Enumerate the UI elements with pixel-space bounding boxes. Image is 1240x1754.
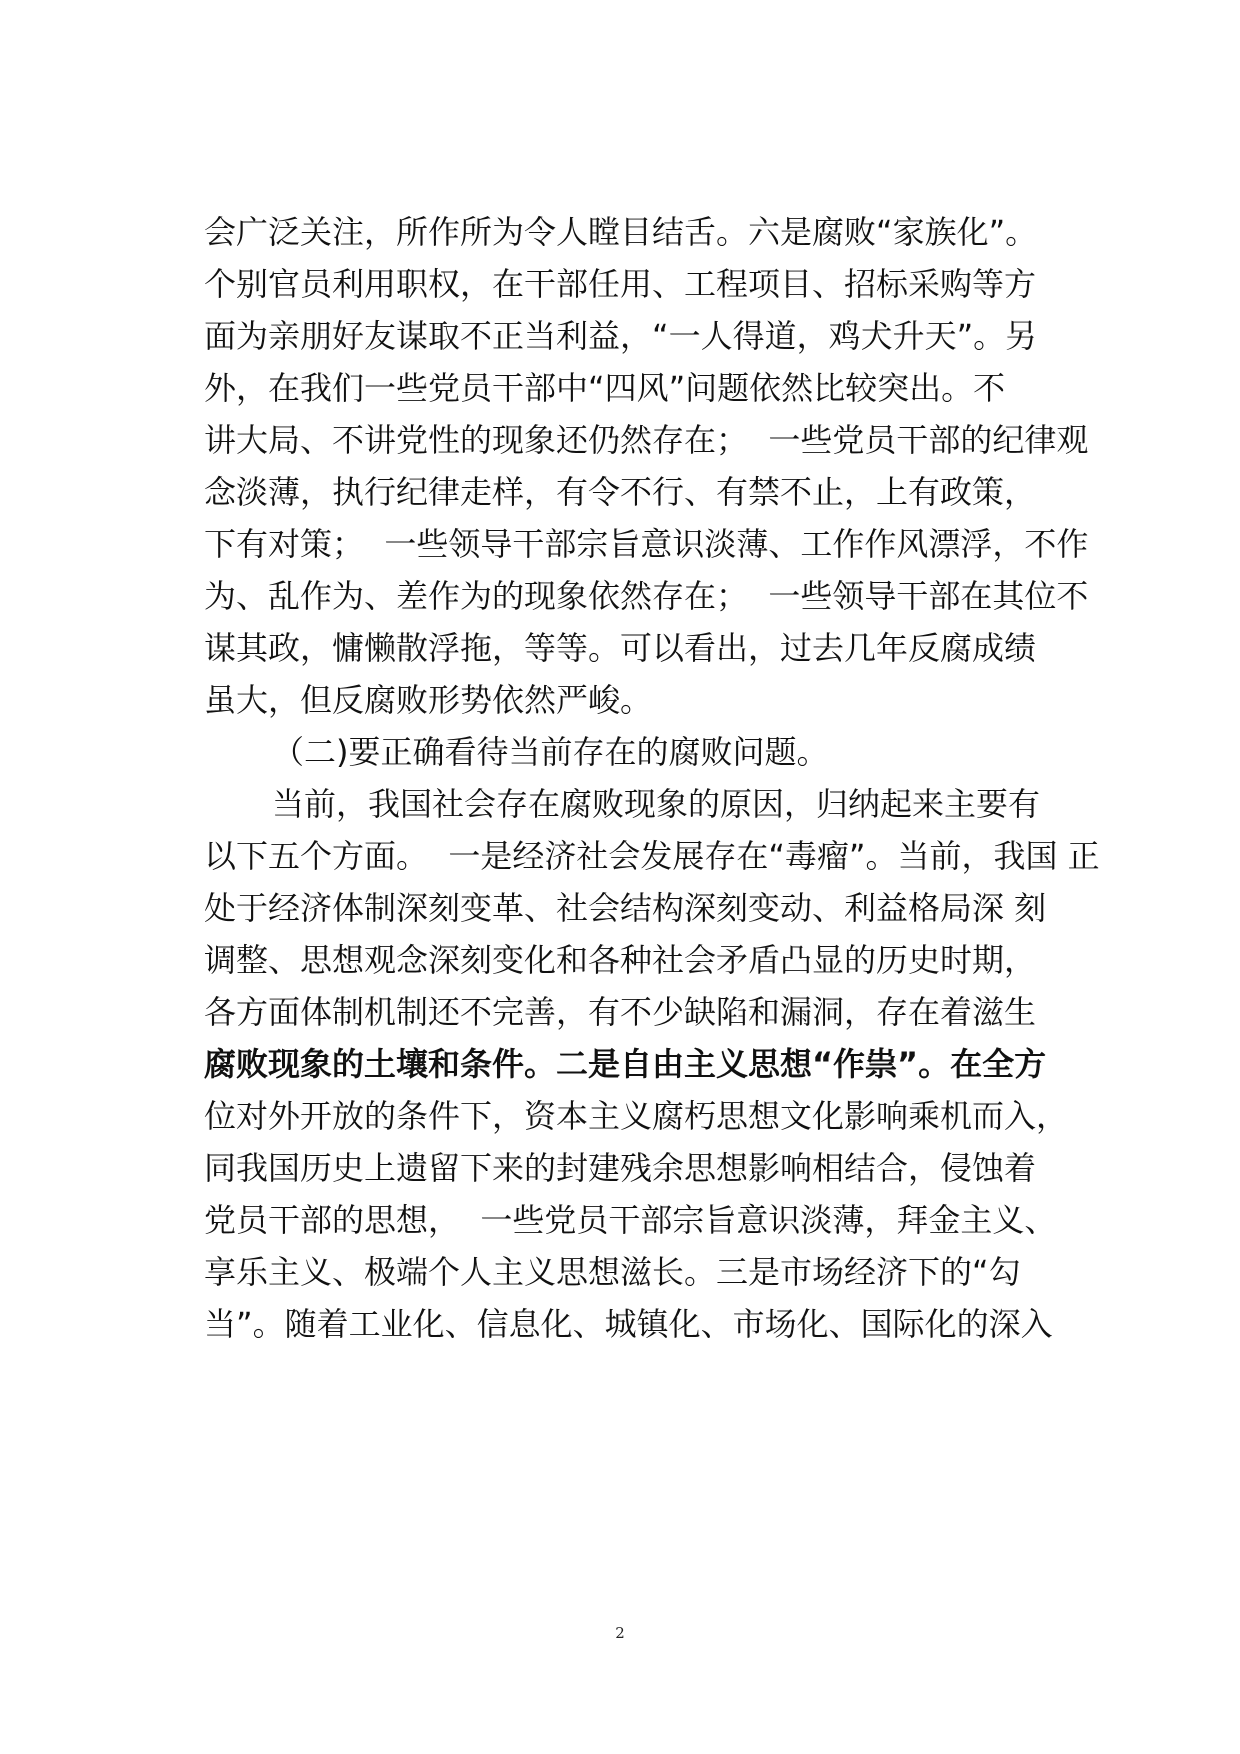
paragraph-line: 虽大，但反腐败形势依然严峻。 xyxy=(204,681,653,719)
section-heading: （二)要正确看待当前存在的腐败问题。 xyxy=(272,733,829,771)
paragraph-line: 当前，我国社会存在腐败现象的原因，归纳起来主要有 xyxy=(272,785,1041,823)
paragraph-line: 念淡薄，执行纪律走样，有令不行、有禁不止，上有政策， xyxy=(204,473,1037,511)
paragraph-line: 同我国历史上遗留下来的封建残余思想影响相结合，侵蚀着 xyxy=(204,1149,1037,1187)
paragraph-line: 讲大局、不讲党性的现象还仍然存在； 一些党员干部的纪律观 xyxy=(204,421,1089,459)
paragraph-line: 谋其政，慵懒散浮拖，等等。可以看出，过去几年反腐成绩 xyxy=(204,629,1037,667)
paragraph-line: 面为亲朋好友谋取不正当利益，“一人得道，鸡犬升天”。另 xyxy=(204,317,1038,355)
paragraph-line: 享乐主义、极端个人主义思想滋长。三是市场经济下的“勾 xyxy=(204,1253,1021,1291)
paragraph-line: 处于经济体制深刻变革、社会结构深刻变动、利益格局深 刻 xyxy=(204,889,1047,927)
paragraph-line: 当”。随着工业化、信息化、城镇化、市场化、国际化的深入 xyxy=(204,1305,1053,1343)
paragraph-line: 个别官员利用职权，在干部任用、工程项目、招标采购等方 xyxy=(204,265,1037,303)
paragraph-line: 调整、思想观念深刻变化和各种社会矛盾凸显的历史时期， xyxy=(204,941,1037,979)
paragraph-line: 各方面体制机制还不完善，有不少缺陷和漏洞，存在着滋生 xyxy=(204,993,1037,1031)
paragraph-line: 以下五个方面。 一是经济社会发展存在“毒瘤”。当前，我国 正 xyxy=(204,837,1100,875)
page-number: 2 xyxy=(615,1624,625,1642)
paragraph-line: 外，在我们一些党员干部中“四风”问题依然比较突出。不 xyxy=(204,369,1006,407)
paragraph-line: 位对外开放的条件下，资本主义腐朽思想文化影响乘机而入， xyxy=(204,1097,1069,1135)
paragraph-line: 下有对策； 一些领导干部宗旨意识淡薄、工作作风漂浮，不作 xyxy=(204,525,1089,563)
paragraph-line: 为、乱作为、差作为的现象依然存在； 一些领导干部在其位不 xyxy=(204,577,1089,615)
paragraph-line: 腐败现象的土壤和条件。二是自由主义思想“作祟”。在全方 xyxy=(204,1045,1047,1083)
paragraph-line: 党员干部的思想， 一些党员干部宗旨意识淡薄，拜金主义、 xyxy=(204,1201,1057,1239)
paragraph-line: 会广泛关注，所作所为令人瞠目结舌。六是腐败“家族化”。 xyxy=(204,213,1038,251)
